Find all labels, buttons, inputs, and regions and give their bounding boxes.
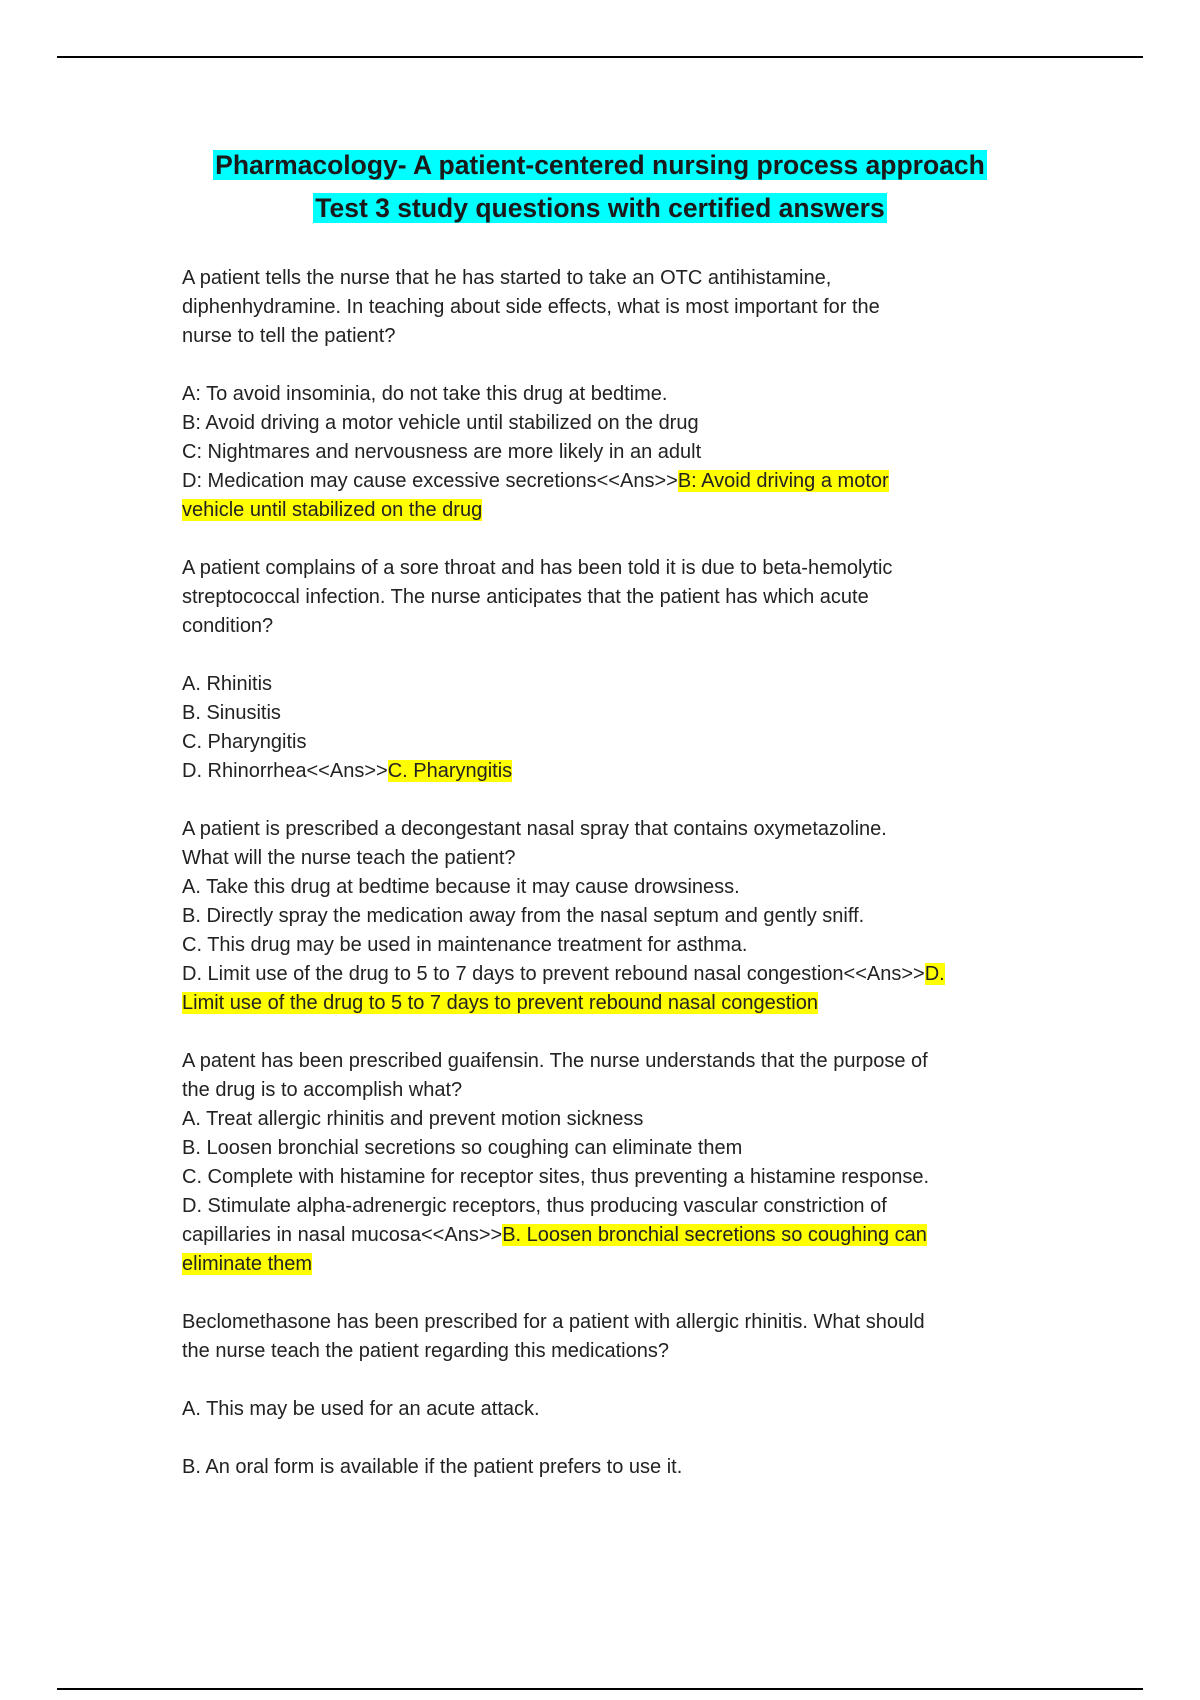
answer-option: A. Treat allergic rhinitis and prevent motion sickness [182,1108,644,1130]
question-stem-line: the nurse teach the patient regarding this medications? [182,1340,669,1362]
answer-key-continuation [182,496,1032,525]
highlighted-answer: eliminate them [182,1253,313,1275]
answer-option-with-key [182,1221,1032,1250]
question-stem-line: Beclomethasone has been prescribed for a patient with allergic rhinitis. What should [182,1311,925,1333]
answer-option: B. Directly spray the medication away from the nasal septum and gently sniff. [182,905,865,927]
answer-option-with-key [182,960,1032,989]
answer-option: C: Nightmares and nervousness are more likely in an adult [182,441,702,463]
answer-option: C. Complete with histamine for receptor sites, thus preventing a histamine response. [182,1166,930,1188]
answer-key-continuation [182,989,1032,1018]
answer-option: C. Pharyngitis [182,731,307,753]
question-stem-line: A patient is prescribed a decongestant nasal spray that contains oxymetazoline. [182,818,887,840]
answer-option-text: D: Medication may cause excessive secretions<<Ans>> [182,470,678,492]
answer-option: A. This may be used for an acute attack. [182,1398,540,1420]
question-stem-line: the drug is to accomplish what? [182,1079,463,1101]
footer-rule [57,1688,1143,1690]
highlighted-answer: B. Loosen bronchial secretions so coughing can [502,1224,927,1246]
answer-option: B. Loosen bronchial secretions so coughing can eliminate them [182,1137,743,1159]
answer-option-text: capillaries in nasal mucosa<<Ans>> [182,1224,503,1246]
document-title [0,146,1200,232]
answer-option: A. Rhinitis [182,673,273,695]
answer-option-text: D. Limit use of the drug to 5 to 7 days to prevent rebound nasal congestion<<Ans>> [182,963,925,985]
answer-option: C. This drug may be used in maintenance treatment for asthma. [182,934,748,956]
question-stem-line: diphenhydramine. In teaching about side effects, what is most important for the [182,296,880,318]
highlighted-answer: C. Pharyngitis [387,760,513,782]
answer-option-with-key [182,757,1032,786]
question-stem-line: condition? [182,615,274,637]
answer-option-text: D. Rhinorrhea<<Ans>> [182,760,388,782]
question-stem-line: What will the nurse teach the patient? [182,847,516,869]
title-line-1: Pharmacology- A patient-centered nursing process approach [215,150,985,180]
header-rule [57,56,1143,58]
highlighted-answer: D. [924,963,945,985]
question-3 [182,815,1032,1018]
answer-option: A. Take this drug at bedtime because it may cause drowsiness. [182,876,740,898]
answer-option-with-key [182,467,1032,496]
question-1 [182,264,1032,525]
highlighted-answer: B: Avoid driving a motor [677,470,889,492]
document-body [182,264,1032,1482]
title-line-2: Test 3 study questions with certified answers [315,193,885,223]
question-stem-line: A patient complains of a sore throat and has been told it is due to beta-hemolytic [182,557,893,579]
answer-option: B: Avoid driving a motor vehicle until stabilized on the drug [182,412,699,434]
question-stem-line: streptococcal infection. The nurse anticipates that the patient has which acute [182,586,869,608]
highlighted-answer: vehicle until stabilized on the drug [182,499,483,521]
highlighted-answer: Limit use of the drug to 5 to 7 days to prevent rebound nasal congestion [182,992,818,1014]
answer-option: D. Stimulate alpha-adrenergic receptors, thus producing vascular constriction of [182,1195,887,1217]
answer-option: A: To avoid insominia, do not take this drug at bedtime. [182,383,668,405]
answer-key-continuation [182,1250,1032,1279]
answer-option: B. Sinusitis [182,702,281,724]
question-stem-line: A patent has been prescribed guaifensin. The nurse understands that the purpose of [182,1050,928,1072]
question-stem-line: A patient tells the nurse that he has started to take an OTC antihistamine, [182,267,832,289]
question-5 [182,1308,1032,1482]
question-stem-line: nurse to tell the patient? [182,325,396,347]
answer-option: B. An oral form is available if the patient prefers to use it. [182,1456,683,1478]
question-4 [182,1047,1032,1279]
question-2 [182,554,1032,786]
